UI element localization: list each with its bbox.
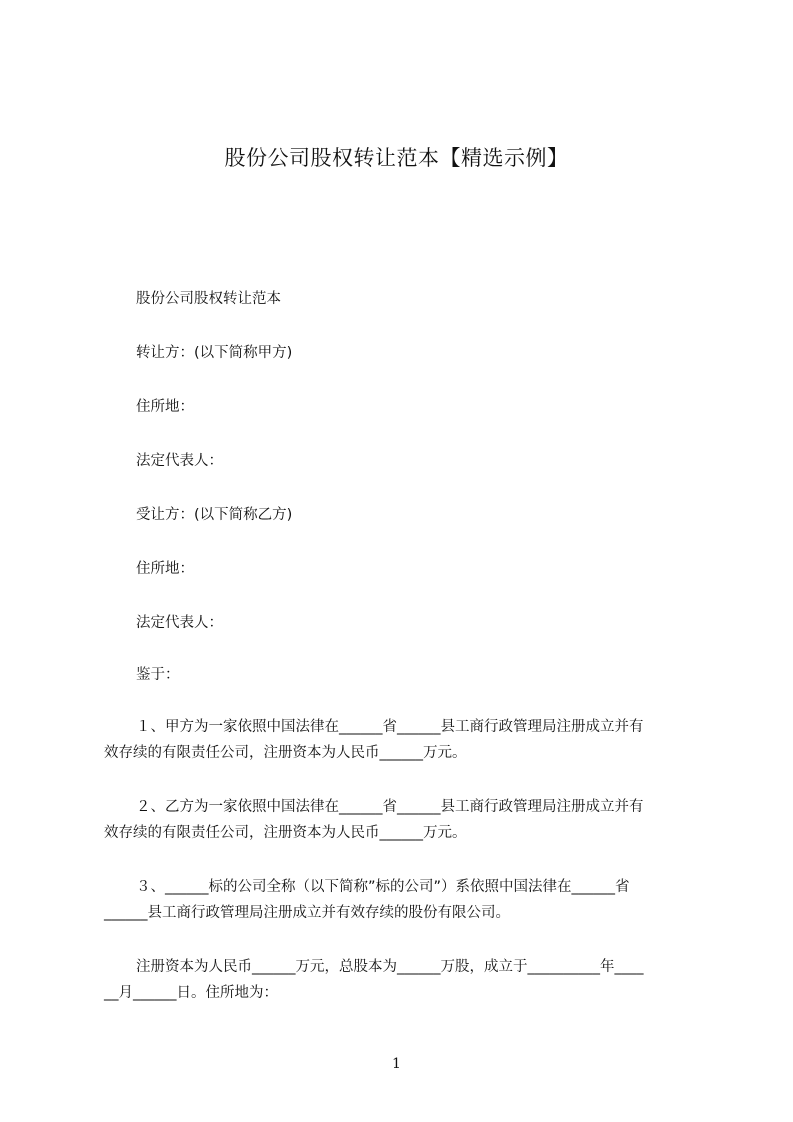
paragraph-line: ２、乙方为一家依照中国法律在______省______县工商行政管理局注册成立并有: [136, 799, 644, 815]
text-line: 鉴于：: [136, 667, 180, 683]
text-line: 法定代表人：: [136, 453, 223, 469]
paragraph-line: ３、______标的公司全称（以下简称”标的公司”）系依照中国法律在______省: [136, 879, 630, 895]
paragraph-line: ______县工商行政管理局注册成立并有效存续的股份有限公司。: [104, 905, 510, 921]
text-line: 受让方：(以下简称乙方): [136, 507, 293, 523]
text-line: 法定代表人：: [136, 615, 223, 631]
paragraph-line: 注册资本为人民币______万元，总股本为______万股，成立于__________年____: [136, 959, 644, 975]
page-number: 1: [392, 1056, 401, 1072]
text-line: 住所地：: [136, 561, 194, 577]
text-line: 转让方：(以下简称甲方): [136, 345, 293, 361]
document-title: 股份公司股权转让范本【精选示例】: [224, 146, 569, 170]
paragraph-line: __月______日。住所地为：: [104, 985, 278, 1001]
paragraph-line: 效存续的有限责任公司，注册资本为人民币______万元。: [104, 825, 467, 841]
paragraph-line: 效存续的有限责任公司，注册资本为人民币______万元。: [104, 745, 467, 761]
paragraph-line: １、甲方为一家依照中国法律在______省______县工商行政管理局注册成立并有: [136, 719, 644, 735]
text-line: 股份公司股权转让范本: [136, 291, 281, 307]
text-line: 住所地：: [136, 399, 194, 415]
